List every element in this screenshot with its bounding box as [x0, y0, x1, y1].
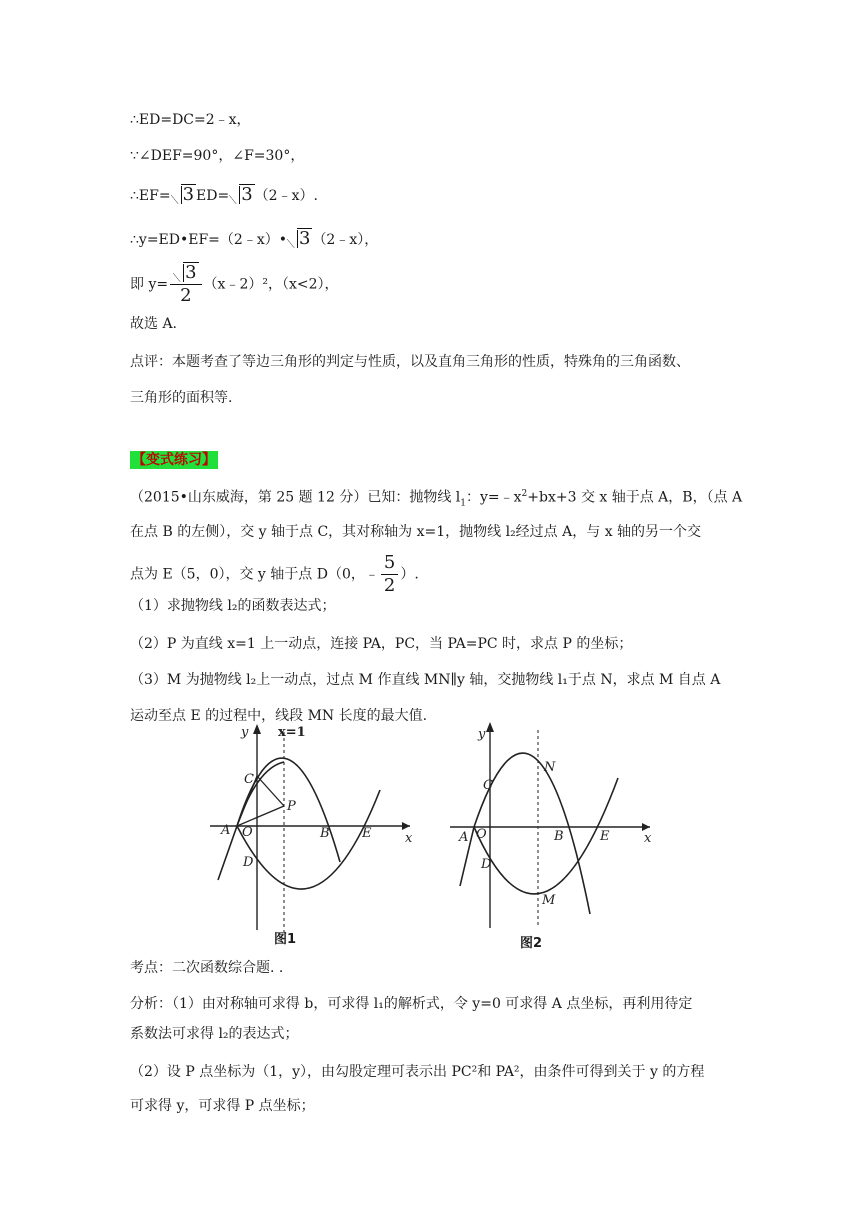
line-ef	[130, 184, 318, 206]
analysis-line-4: 可求得 y，可求得 P 点坐标；	[130, 1098, 315, 1114]
label-y: y	[241, 725, 249, 740]
label-C: C	[244, 772, 254, 787]
figure-2	[440, 716, 660, 946]
label-E: E	[600, 829, 610, 844]
text: ∴y=ED•EF=（2﹣x）•	[130, 232, 287, 248]
line-angles: ∵∠DEF=90°，∠F=30°，	[130, 148, 305, 164]
label-P: P	[287, 799, 296, 814]
knowledge-point: 考点：二次函数综合题. .	[130, 960, 284, 976]
line-y-result	[130, 262, 339, 307]
text: 即 y=	[130, 276, 169, 293]
problem-line-2: 在点 B 的左侧），交 y 轴于点 C，其对称轴为 x=1，抛物线 l₂经过点 A，与 x 轴的另一个交	[130, 524, 702, 540]
label-D: D	[243, 855, 254, 870]
figure-1	[200, 720, 420, 950]
label-x: x	[644, 831, 652, 846]
text: （2﹣x），	[312, 232, 379, 248]
label-x: x	[405, 831, 413, 846]
label-E: E	[362, 826, 372, 841]
problem-line-1: （2015•山东威海，第 25 题 12 分）已知：抛物线 $l_1$：$y=﹣x^2+bx+3$ 交 x 轴于点 A，B，（点 A	[130, 489, 743, 509]
label-A: A	[459, 830, 469, 845]
question-1: （1）求抛物线 l₂的函数表达式；	[130, 598, 336, 614]
fraction-5-over-2: $\frac{5}{2}$	[381, 552, 398, 597]
figure-2-caption: 图2	[520, 936, 543, 951]
label-A: A	[221, 823, 231, 838]
text: （2﹣x）.	[254, 188, 318, 204]
label-N: N	[544, 760, 556, 775]
fraction-sqrt3-over-2: $\frac{3}{2}$	[170, 262, 201, 307]
sqrt: 3	[229, 184, 254, 206]
line-answer: 故选 A.	[130, 316, 178, 332]
label-M: M	[542, 893, 556, 908]
label-B: B	[320, 826, 330, 841]
label-B: B	[554, 829, 564, 844]
question-3-line-2: 运动至点 E 的过程中，线段 MN 长度的最大值.	[130, 708, 428, 724]
label-C: C	[483, 778, 493, 793]
line-ed-dc: ∴ED=DC=2﹣x，	[130, 112, 251, 128]
analysis-line-2: 系数法可求得 l₂的表达式；	[130, 1026, 299, 1042]
figure-1-caption: 图1	[274, 932, 297, 947]
line-y-product	[130, 228, 378, 250]
text: ∴EF=	[130, 188, 171, 204]
line-comment-2: 三角形的面积等.	[130, 390, 233, 406]
sqrt: 3	[171, 184, 196, 206]
label-D: D	[481, 857, 492, 872]
label-O: O	[242, 825, 253, 840]
question-3-line-1: （3）M 为抛物线 l₂上一动点，过点 M 作直线 MN∥y 轴，交抛物线 l₁于点 N，求点 M 自点 A	[130, 672, 721, 688]
text: ED=	[196, 188, 230, 204]
line-comment-1: 点评：本题考查了等边三角形的判定与性质，以及直角三角形的性质，特殊角的三角函数、	[130, 354, 690, 370]
label-y: y	[478, 727, 486, 742]
label-O: O	[476, 827, 487, 842]
section-tag: 【变式练习】	[132, 452, 216, 468]
analysis-line-1: 分析：（1）由对称轴可求得 b，可求得 l₁的解析式，令 y=0 可求得 A 点坐标，再利用待定	[130, 996, 693, 1012]
label-x1: x=1	[278, 725, 306, 740]
problem-line-3: 点为 E（5，0），交 y 轴于点 D（0，﹣ $\frac{5}{2}$ ）.	[130, 552, 419, 596]
text: （x﹣2）²，（x<2），	[203, 276, 339, 293]
analysis-line-3: （2）设 P 点坐标为（1，y），由勾股定理可表示出 PC²和 PA²，由条件可得到关于 y 的方程	[130, 1064, 705, 1080]
question-2: （2）P 为直线 x=1 上一动点，连接 PA，PC，当 PA=PC 时，求点 P 的坐标；	[130, 636, 633, 652]
sqrt: 3	[287, 228, 312, 250]
